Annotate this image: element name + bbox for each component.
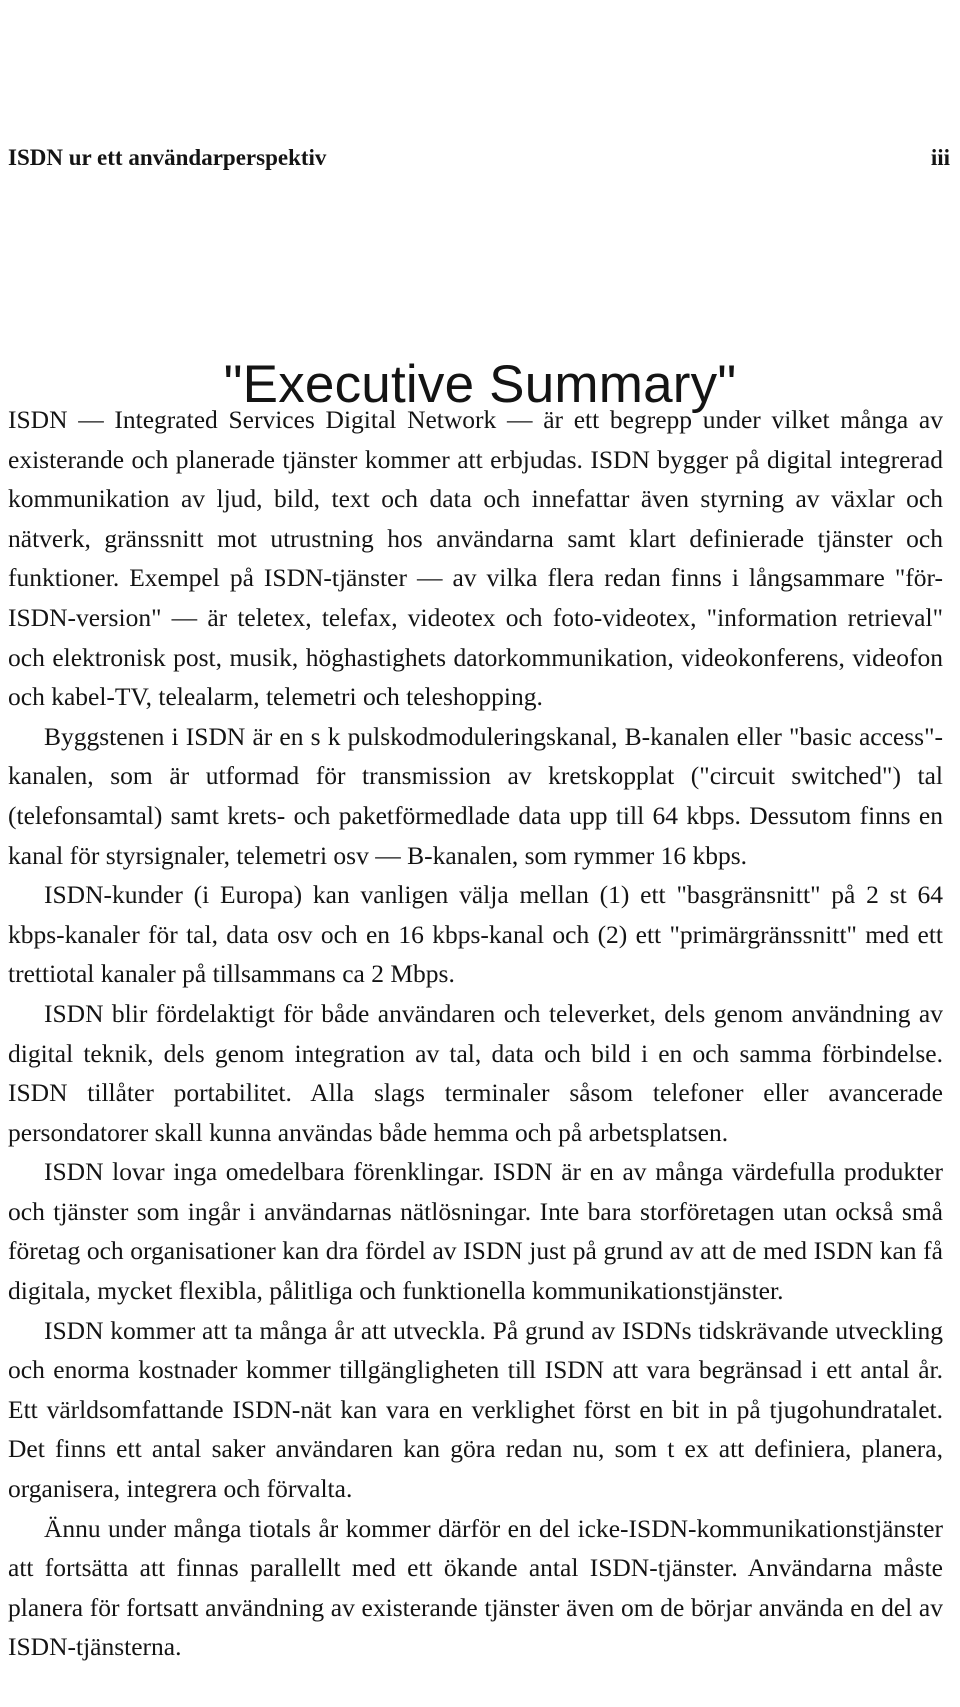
paragraph-promises: ISDN lovar inga omedelbara förenklingar. ISDN är en av många värdefulla produkter och tjänster som ingår i användarnas nätlösningar. Inte bara storföretagen utan också små företag och organisationer kan dra fördel av ISDN just på grund av att de med ISDN kan få digitala, mycket flexibla, pålitliga och funktionella kommunikationstjänster. bbox=[8, 1157, 943, 1306]
paragraph-development: ISDN kommer att ta många år att utveckla. På grund av ISDNs tidskrävande utveckling och enorma kostnader kommer tillgängligheten till ISDN att vara begränsad i ett antal år. Ett världsomfattande ISDN-nät kan vara en verklighet först en bit in på tjugohundratalet. Det finns ett antal saker användaren kan göra redan nu, som t ex att definiera, planera, organisera, integrera och förvalta. bbox=[8, 1315, 943, 1504]
paragraph-intro: ISDN — Integrated Services Digital Network — är ett begrepp under vilket många av existerande och planerade tjänster kommer att erbjudas. ISDN bygger på digital integrerad kommunikation av ljud, bild, text och data och innefattar även styrning av växlar och nätverk, gränssnitt mot utrustning hos användarna samt klart definierade tjänster och funktioner. Exempel på ISDN-tjänster — av vilka flera redan finns i långsammare "för-ISDN-version" — är teletex, telefax, videotex och foto-videotex, "information retrieval" och elektronisk post, musik, höghastighets datorkommunikation, videokonferens, videofon och kabel-TV, telealarm, telemetri och teleshopping. bbox=[8, 405, 943, 712]
page-number: iii bbox=[930, 145, 950, 170]
running-title: ISDN ur ett användarperspektiv bbox=[8, 145, 327, 170]
paragraph-benefits: ISDN blir fördelaktigt för både användaren och televerket, dels genom användning av digital teknik, dels genom integration av tal, data och bild i en och samma förbindelse. ISDN tillåter portabilitet. Alla slags terminaler såsom telefoner eller avancerade persondatorer skall kunna användas både hemma och på arbetsplatsen. bbox=[8, 998, 943, 1147]
body-text bbox=[8, 400, 943, 1667]
paragraph-b-channel: Byggstenen i ISDN är en s k pulskodmoduleringskanal, B-kanalen eller "basic access"-kanalen, som är utformad för transmission av kretskopplat ("circuit switched") tal (telefonsamtal) samt krets- och paketförmedlade data upp till 64 kbps. Dessutom finns en kanal för styrsignaler, telemetri osv — B-kanalen, som rymmer 16 kbps. bbox=[8, 721, 943, 870]
paragraph-interfaces: ISDN-kunder (i Europa) kan vanligen välja mellan (1) ett "basgränsnitt" på 2 st 64 kbps-kanaler för tal, data osv och en 16 kbps-kanal och (2) ett "primärgränssnitt" med ett trettiotal kanaler på tillsammans ca 2 Mbps. bbox=[8, 880, 943, 989]
paragraph-coexistence: Ännu under många tiotals år kommer därför en del icke-ISDN-kommunikationstjänster att fortsätta att finnas parallellt med ett ökande antal ISDN-tjänster. Användarna måste planera för fortsatt användning av existerande tjänster även om de börjar använda en del av ISDN-tjänsterna. bbox=[8, 1513, 943, 1662]
running-header bbox=[8, 145, 950, 177]
page-title: "Executive Summary" bbox=[223, 354, 737, 414]
